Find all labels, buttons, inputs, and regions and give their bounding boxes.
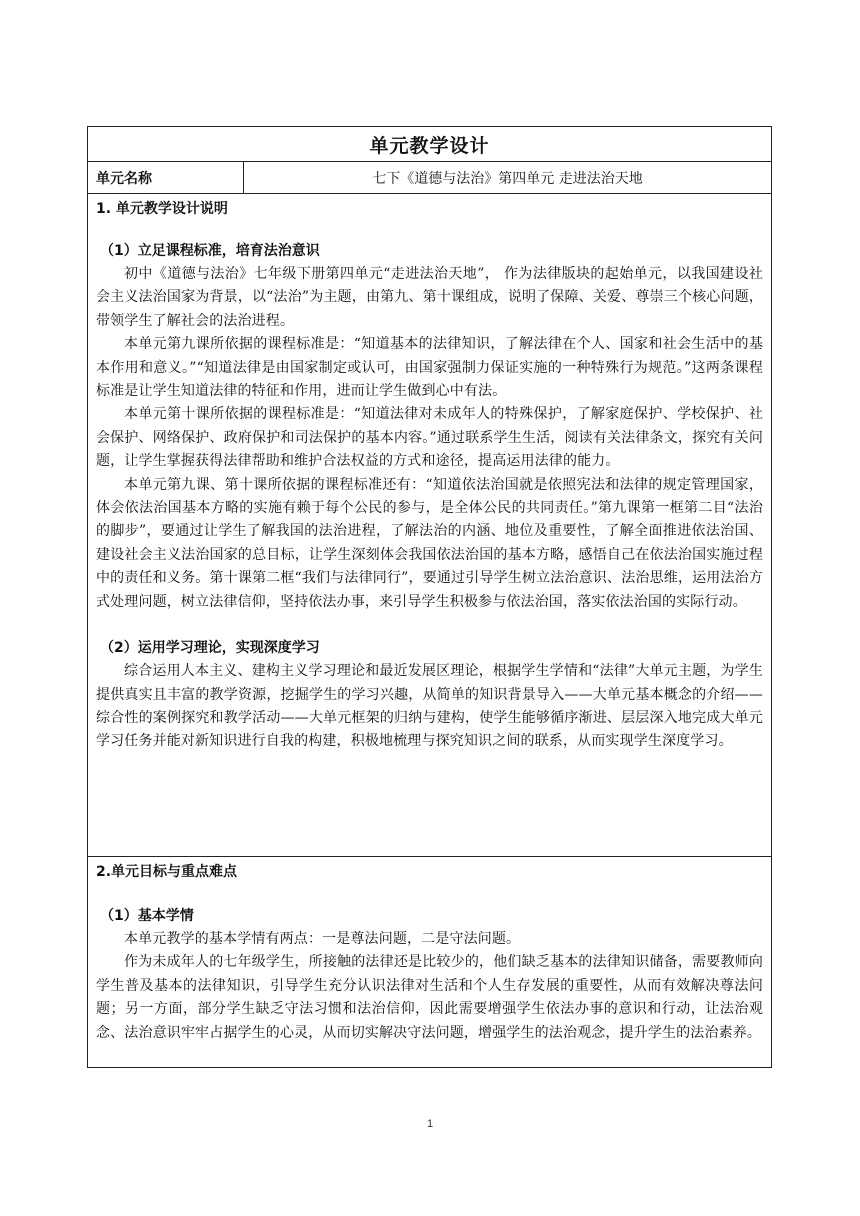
- paragraph: 本单元第十课所依据的课程标准是：“知道法律对未成年人的特殊保护，了解家庭保护、学校保护、社会保护、网络保护、政府保护和司法保护的基本内容。”通过联系学生生活，阅读有关法律条文，探究有关问题，让学生掌握获得法律帮助和维护合法权益的方式和途径，提高运用法律的能力。: [96, 406, 763, 470]
- paragraph: 作为未成年人的七年级学生，所接触的法律还是比较少的，他们缺乏基本的法律知识储备，需要教师向学生普及基本的法律知识，引导学生充分认识法律对生活和个人生存发展的重要性，从而有效解决尊法问题；另一方面，部分学生缺乏守法习惯和法治信仰，因此需要增强学生依法办事的意识和行动，让法治观念、法治意识牢牢占据学生的心灵，从而切实解决守法问题，增强学生的法治观念，提升学生的法治素养。: [96, 954, 763, 1041]
- unit-name-label: 单元名称: [88, 162, 244, 193]
- section-heading: 1. 单元教学设计说明: [96, 201, 228, 217]
- paragraph: 本单元教学的基本学情有两点：一是尊法问题，二是守法问题。: [124, 931, 521, 947]
- section-heading: 2.单元目标与重点难点: [96, 864, 238, 880]
- document-title: 单元教学设计: [88, 127, 771, 162]
- section-design-explanation: [88, 194, 771, 857]
- unit-name-value: 七下《道德与法治》第四单元 走进法治天地: [372, 170, 643, 187]
- paragraph: 综合运用人本主义、建构主义学习理论和最近发展区理论，根据学生学情和“法律”大单元主题，为学生提供真实且丰富的教学资源，挖掘学生的学习兴趣，从简单的知识背景导入——大单元基本概念的介绍——综合性的案例探究和教学活动——大单元框架的归纳与建构，使学生能够循序渐进、层层深入地完成大单元学习任务并能对新知识进行自我的构建，积极地梳理与探究知识之间的联系，从而实现学生深度学习。: [96, 663, 763, 750]
- paragraph: 初中《道德与法治》七年级下册第四单元“走进法治天地”， 作为法律版块的起始单元，以我国建设社会主义法治国家为背景，以“法治”为主题，由第九、第十课组成，说明了保障、关爱、尊崇三个核心问题，带领学生了解社会的法治进程。: [96, 266, 763, 329]
- subsection-heading: （2）运用学习理论，实现深度学习: [100, 640, 320, 657]
- paragraph: 本单元第九课、第十课所依据的课程标准还有：“知道依法治国就是依照宪法和法律的规定管理国家，体会依法治国基本方略的实施有赖于每个公民的参与，是全体公民的共同责任。”第九课第一框第二目“法治的脚步”，要通过让学生了解我国的法治进程，了解法治的内涵、地位及重要性，了解全面推进依法治国、建设社会主义法治国家的总目标，让学生深刻体会我国依法治国的基本方略，感悟自己在依法治国实施过程中的责任和义务。第十课第二框“我们与法律同行”，要通过引导学生树立法治意识、法治思维，运用法治方式处理问题，树立法律信仰，坚持依法办事，来引导学生积极参与依法治国，落实依法治国的实际行动。: [96, 476, 763, 610]
- subsection-heading: （1）基本学情: [100, 908, 194, 924]
- unit-design-table: [87, 126, 772, 1068]
- section-goals-and-difficulties: [88, 857, 771, 1067]
- unit-name-row: [88, 162, 771, 194]
- page-number: 1: [426, 1118, 434, 1130]
- subsection-heading: （1）立足课程标准，培育法治意识: [100, 243, 320, 259]
- paragraph: 本单元第九课所依据的课程标准是：“知道基本的法律知识，了解法律在个人、国家和社会生活中的基本作用和意义。”“知道法律是由国家制定或认可，由国家强制力保证实施的一种特殊行为规范。”这两条课程标准是让学生知道法律的特征和作用，进而让学生做到心中有法。: [96, 336, 763, 400]
- spacer: [96, 614, 763, 636]
